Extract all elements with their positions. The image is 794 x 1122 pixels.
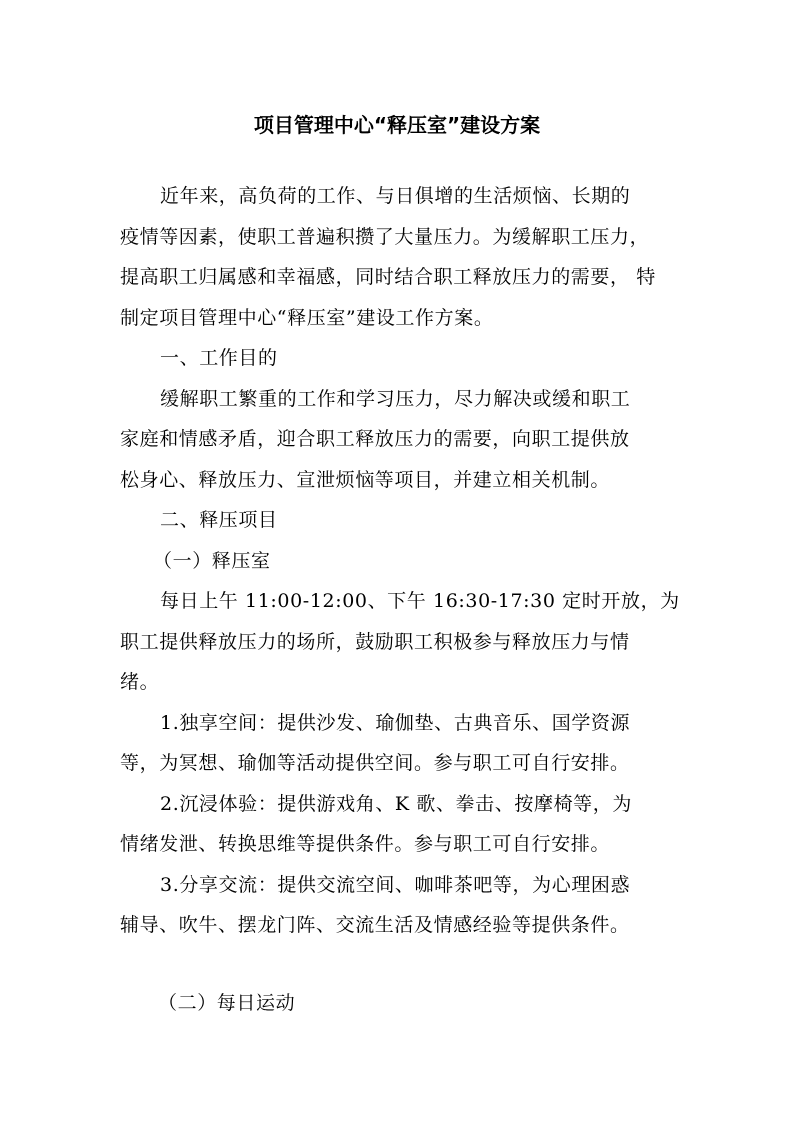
list-item-line: 1.独享空间：提供沙发、瑜伽垫、古典音乐、国学资源 [160, 712, 631, 734]
intro-line: 近年来，高负荷的工作、与日俱增的生活烦恼、长期的 [160, 185, 631, 207]
paragraph-line: 松身心、释放压力、宣泄烦恼等项目，并建立相关机制。 [120, 469, 611, 491]
paragraph-line: 职工提供释放压力的场所，鼓励职工积极参与释放压力与情 [120, 631, 630, 653]
subsection-heading: （二）每日运动 [158, 992, 296, 1014]
list-item-line: 2.沉浸体验：提供游戏角、K 歌、拳击、按摩椅等，为 [160, 793, 632, 815]
list-item-line: 3.分享交流：提供交流空间、咖啡茶吧等，为心理困惑 [160, 874, 631, 896]
paragraph-line: 每日上午 11:00-12:00、下午 16:30-17:30 定时开放，为 [160, 590, 680, 612]
list-item-line: 辅导、吹牛、摆龙门阵、交流生活及情感经验等提供条件。 [120, 914, 630, 936]
list-item-line: 情绪发泄、转换思维等提供条件。参与职工可自行安排。 [120, 833, 611, 855]
section-heading: 一、工作目的 [160, 347, 278, 369]
paragraph-line: 家庭和情感矛盾，迎合职工释放压力的需要，向职工提供放 [120, 428, 630, 450]
subsection-heading: （一）释压室 [153, 550, 271, 572]
intro-line: 制定项目管理中心“释压室”建设工作方案。 [120, 307, 494, 329]
intro-line: 疫情等因素，使职工普遍积攒了大量压力。为缓解职工压力， [120, 226, 650, 248]
intro-line: 提高职工归属感和幸福感，同时结合职工释放压力的需要， 特 [120, 266, 656, 288]
section-heading: 二、释压项目 [160, 509, 278, 531]
list-item-line: 等，为冥想、瑜伽等活动提供空间。参与职工可自行安排。 [120, 752, 630, 774]
paragraph-line: 绪。 [120, 671, 160, 693]
paragraph-line: 缓解职工繁重的工作和学习压力，尽力解决或缓和职工 [160, 388, 631, 410]
document-title: 项目管理中心“释压室”建设方案 [253, 113, 541, 137]
